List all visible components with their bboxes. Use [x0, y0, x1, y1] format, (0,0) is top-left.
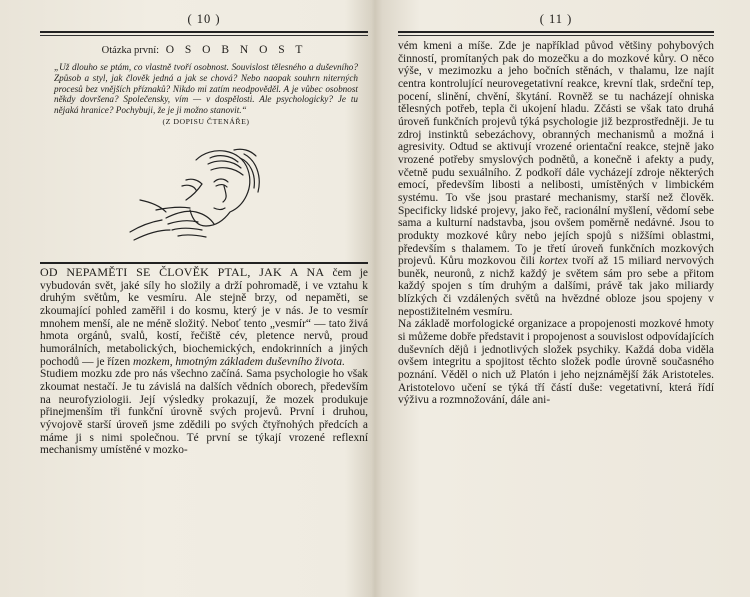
right-paragraph-1-text-b: tvoří až 15 miliard nervových buněk, neuronů, z nichž každý je světem sám pro sebe a přitom každý spojen s tím druhým a dalšími, právě tak jako miliardy blízkých či vzdálených světů na hvězdné obloze jsou spojeny v nepostižitelném vesmíru.	[398, 255, 714, 318]
left-paragraph-1-italic: mozkem, hmotným základem duševního života.	[133, 355, 345, 368]
left-paragraph-2: Studiem mozku zde pro nás všechno začíná. Sama psychologie ho však zkoumat nestačí. Je tu závislá na dalších vědních oborech, především na neurofyziologii. Její výsledky prokazují, že mozek produkuje přinejmenším tři funkční úrovně svých projevů. První i druhou, vývojově starší úroveň jsme zdědili po svých čtyřnohých předcích a máme ji s nimi společnou. Té první se týkají vrozené reflexní mechanismy umístěné v mozko-	[40, 368, 368, 457]
chapter-question	[40, 44, 368, 56]
header-rule-right	[398, 31, 714, 33]
right-paragraph-1	[398, 40, 714, 318]
epigraph-source: (Z DOPISU ČTENÁŘE)	[162, 116, 250, 126]
epigraph	[54, 62, 358, 128]
page-number-left: ( 10 )	[187, 12, 221, 26]
header-rule-right-thin	[398, 35, 714, 36]
section-rule	[40, 262, 368, 264]
header-rule-thin	[40, 35, 368, 36]
thinker-illustration	[126, 140, 276, 245]
question-label: Otázka první:	[101, 45, 160, 56]
right-paragraph-2: Na základě morfologické organizace a propojenosti mozkové hmoty si můžeme dobře představit i propojenost a souvislost odpovídajících duševních dějů i jednotlivých složek psychiky. Každá doba viděla ovšem integritu a spojitost těchto složek podle úrovně současného poznání. Věděl o nich už Platón i jeho nejznámější žák Aristoteles. Aristotelovo učení se týká tří částí duše: vegetativní, která řídí výživu a rozmnožování, dále ani-	[398, 318, 714, 407]
question-word: O S O B N O S T	[165, 44, 307, 56]
right-page	[398, 0, 714, 597]
header-rule	[40, 31, 368, 33]
left-paragraph-1-text: čem je vybudován svět, jaké síly ho složily a drží pohromadě, i ve vztahu k druhým světům, ke vesmíru. Ale stejně brzy, od nepaměti, se zkoumající pohled zaměřil i do kosmu, který je v nás. Je to vesmír mnohem menší, ale ne méně složitý. Neboť tento „vesmír“ — tato živá hmota orgánů, svalů, kostí, řečiště cév, pletence nervů, proud humorálních, metabolických, biochemických, endokrinních a jiných pochodů — je řízen	[40, 267, 368, 368]
left-body-text	[40, 266, 368, 457]
page-number-right: ( 11 )	[539, 12, 573, 26]
right-body-text	[398, 40, 714, 407]
epigraph-text: „Už dlouho se ptám, co vlastně tvoří osobnost. Souvislost tělesného a duševního? Způsob a styl, jak člověk jedná a jak se chová? Nebo naopak souhrn niterných procesů bez vnějších příznaků? Nikdo mi zatím neodpověděl. A je vůbec osobnost někdy dovršena? Společensky, vím — v dospělosti. Ale psychologicky? Je tu nějaká hranice? Pochybuji, že je ji možno stanovit.“	[54, 62, 358, 116]
left-page	[40, 0, 368, 597]
right-paragraph-1-text: vém kmeni a míše. Zde je například původ většiny pohybových činností, promítaných pak do mozečku a do mozkové kůry. O něco výše, v mezimozku a jeho bočních stěnách, v thalamu, lze najít centra kontrolující neurovegetativní reakce, krevní tlak, srdeční tep, pocení, slinění, chvění, škytání. Rovněž se tu nacházejí ohniska tělesných potřeb, tepla či ukojení hladu. Zčásti se však tato druhá úroveň funkčních projevů týká psychologie již bezprostředněji. Je tu zdroj instinktů sebezáchovy, obranných mechanismů a možná i agresivity. Odtud se aktivují vrozené orientační reakce, stejně jako vrozené potřeby smyslových podnětů, a konečně i afekty a pudy, včetně pudu sexuálního. Z podkoří dále vycházejí zdroje některých emocí, především libosti a nelibosti, umístěných v limbickém systému. To vše jsou prastaré mechanismy, starší než člověk. Specificky lidské projevy, jako řeč, racionální myšlení, vědomí sebe sama a kulturní nadstavba, jsou ovšem poměrně nedávné. Jsou to produkty mozkové kůry nebo jejích spojů s nižšími oblastmi, především s thalamem. To je třetí úroveň funkčních mozkových projevů. Kůru mozkovou čili	[398, 40, 714, 268]
left-paragraph-1	[40, 266, 368, 368]
section-headline: OD NEPAMĚTI SE ČLOVĚK PTAL, JAK A NA	[40, 265, 325, 279]
right-paragraph-1-italic: kortex	[539, 255, 568, 268]
